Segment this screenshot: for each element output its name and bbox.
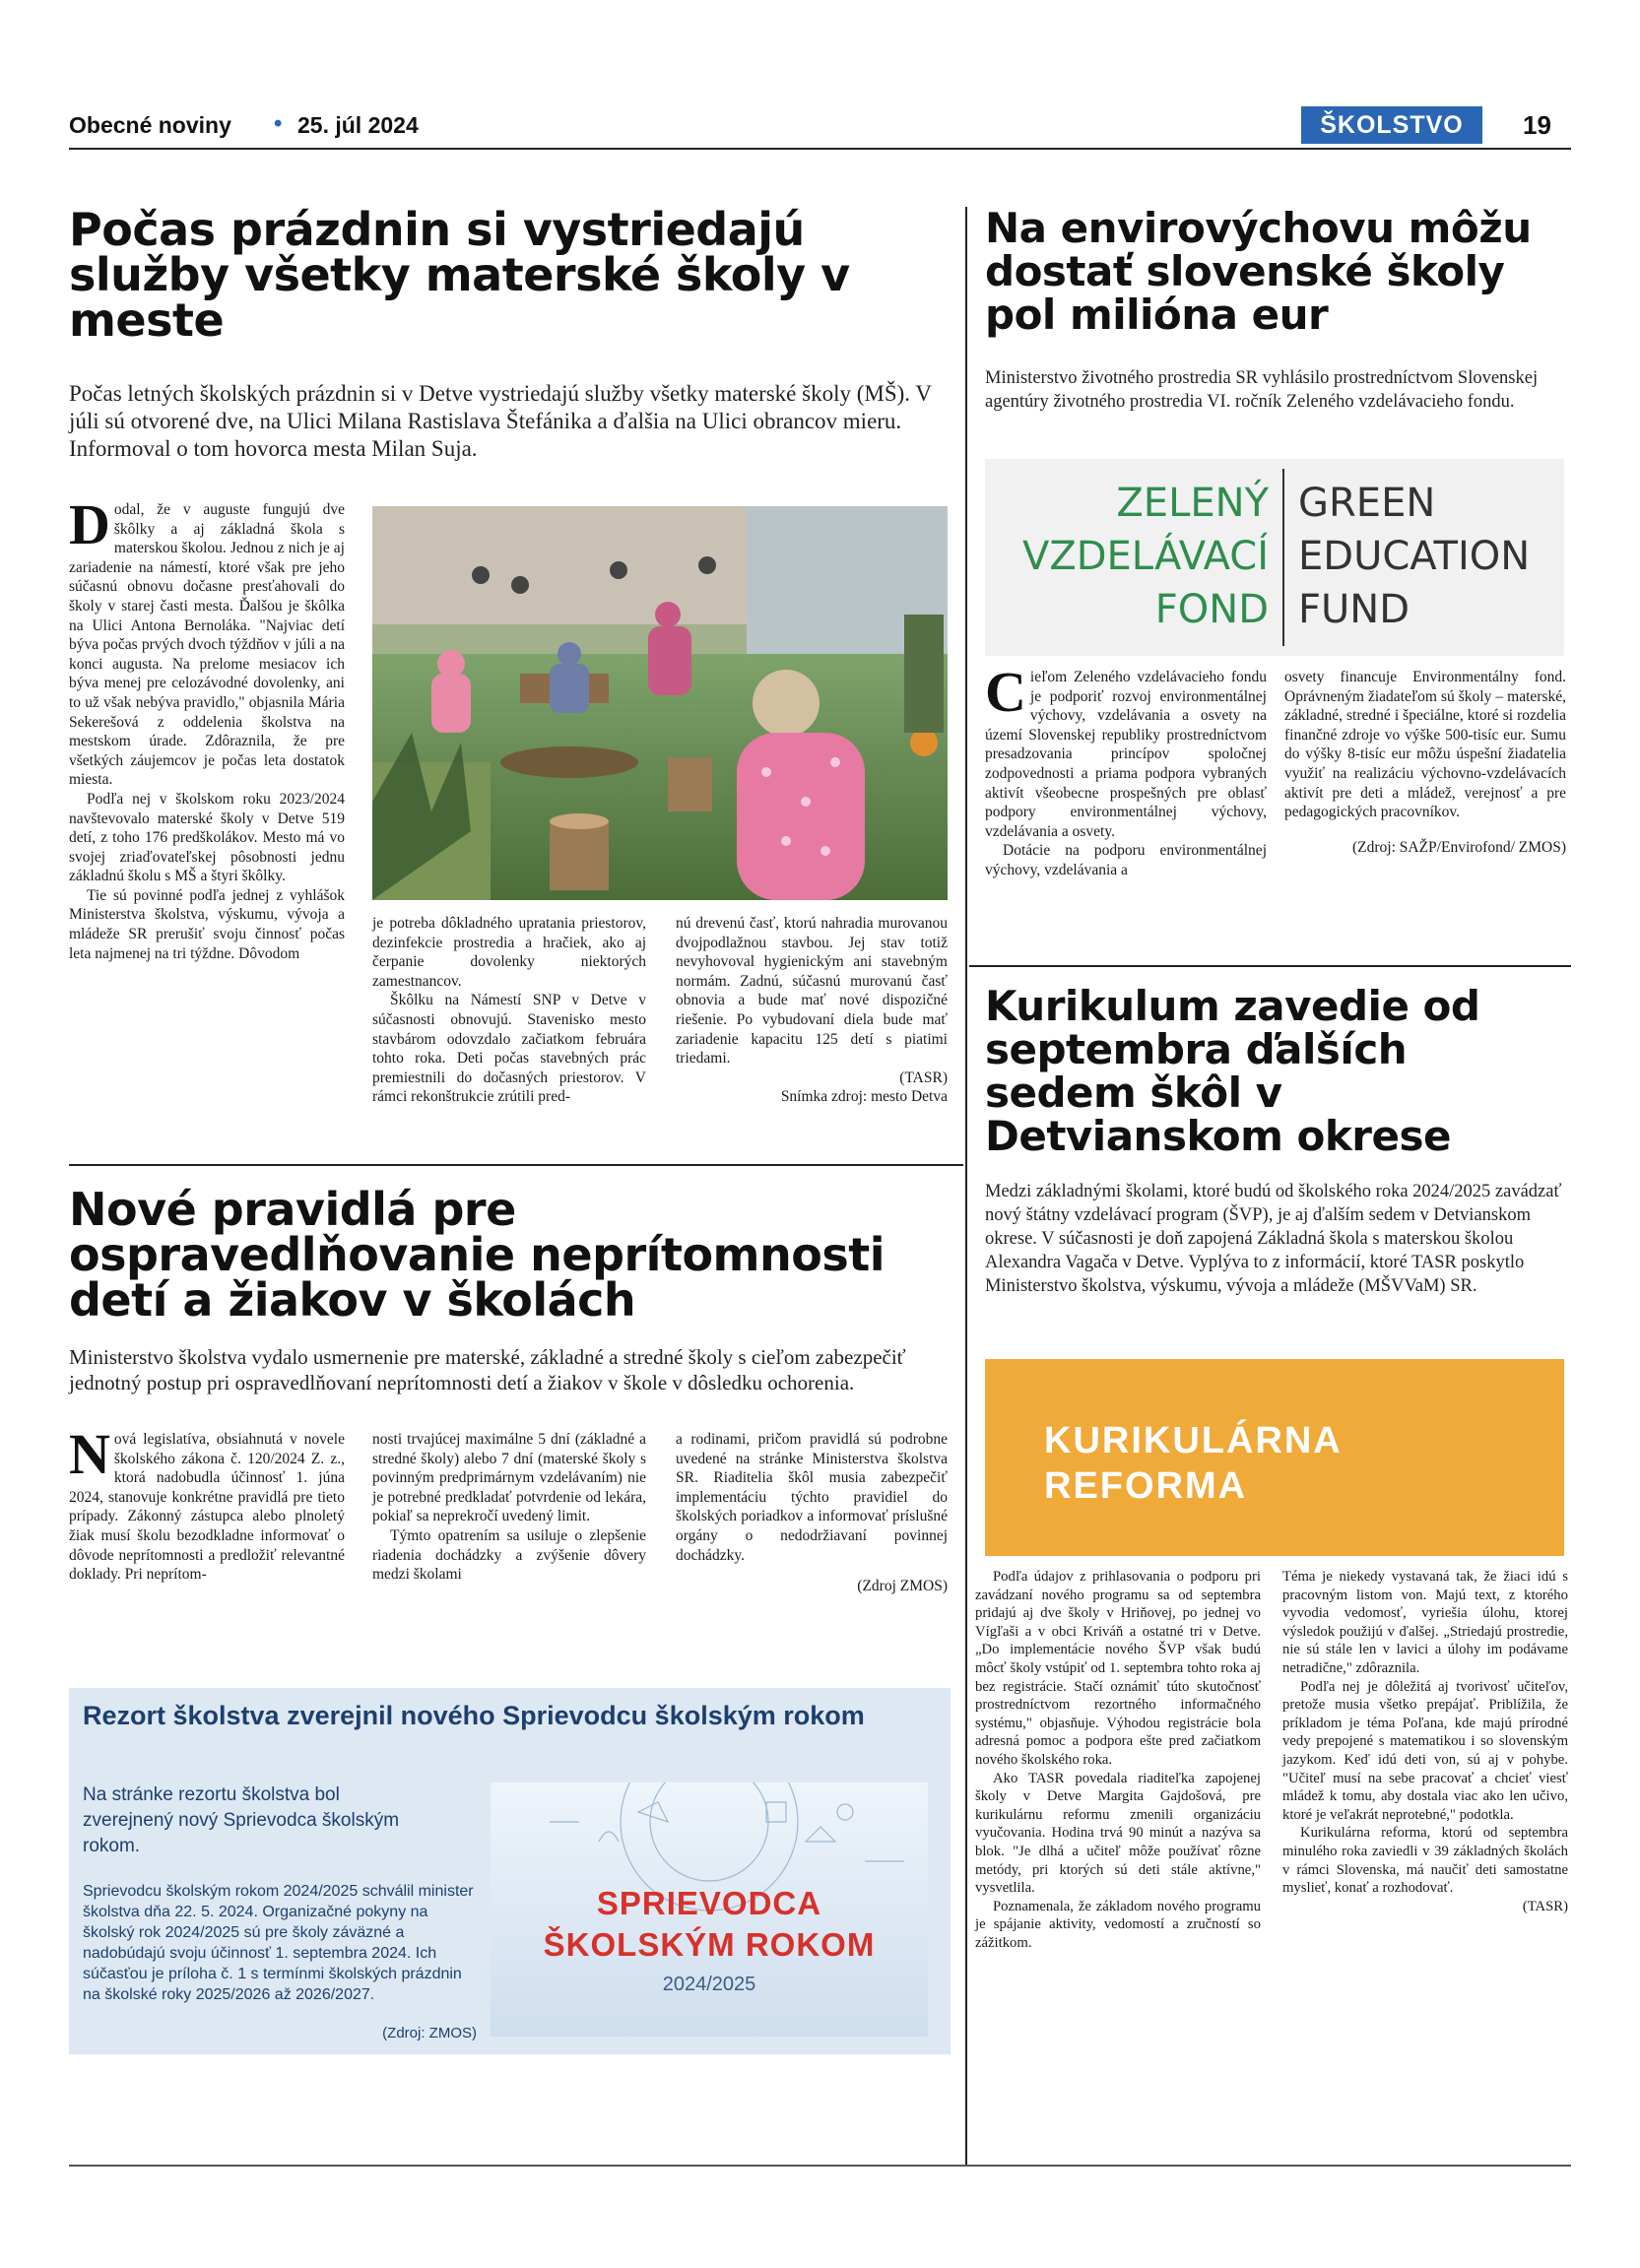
article2-source: (Zdroj ZMOS) [857,1578,948,1595]
header-rule [69,148,1571,150]
guide-title-line2: ŠKOLSKÝM ROKOM [543,1926,876,1963]
article2-col2-p1: nosti trvajúcej maximálne 5 dní (základné a stredné školy) alebo 7 dní (materské školy s povinným predprimárnym vzdelávaním) nie je potrebné predkladať potvrdenie od lekára, pokiaľ sa neprekročí uvedený limit. [372,1431,646,1525]
page-bottom-rule [69,2165,1571,2167]
article4-column-2 [1282,1568,1568,1915]
logo-english-text [1298,477,1564,636]
article1-col2-p1: je potreba dôkladného upratania priestorov, dezinfekcie prostredia a hračiek, ako aj čerpanie dovolenky niektorých zamestnancov. [372,915,646,990]
page-number: 19 [1523,110,1551,140]
article1-bottom-rule [69,1164,963,1166]
box-intro: Na stránke rezortu školstva bol zverejnený nový Sprievodca školským rokom. [83,1784,400,1856]
article3-column-1 [985,660,1267,880]
article1-headline: Počas prázdnin si vystriedajú služby všetky materské školy v meste [69,203,850,347]
box-headline: Rezort školstva zverejnil nového Sprievodcu školským rokom [83,1701,865,1730]
article1-column-2 [372,914,646,1107]
article4-col1-p1: Podľa údajov z prihlasovania o podporu pri zavádzaní nového programu sa od septembra pridajú aj dve školy v Hriňovej, po jednej vo Vígľaši a v obci Kriváň a ostatné tri v Detve. „Do implementácie nového ŠVP však budú môcť školy vstúpiť od 1. septembra tohto roka aj bez registrácie. Stačí oznámiť túto skutočnosť prostredníctvom rezortného informačného systému," objasňuje. Výhodou registrácie bola adresná pomoc a podpora ešte pred začiatkom nového školského roka. [975,1569,1261,1768]
guide-info-box [69,1688,951,2054]
article4-col1-p2: Ako TASR povedala riaditeľka zapojenej školy v Detve Margita Gajdošová, pre kurikulárnu reformu zmenili organizáciu vyučovania. Hodina trvá 90 minút a nazýva sa blok. "Je dlhá a učiteľ môže používať rôzne metódy, pri ktorých sú deti stále aktívne," vysvetlila. [975,1770,1261,1897]
kindergarten-photo-image [372,506,948,900]
article3-bottom-rule [969,965,1571,967]
green-education-fund-logo [985,459,1564,656]
article4-lead: Medzi základnými školami, ktoré budú od školského roka 2024/2025 zavádzať nový štátny vzdelávací program (ŠVP), je aj ďalším sedem v Detvianskom okrese. V súčasnosti je doň zapojená Základná škola s materskou školou Alexandra Vagača v Detve. Vyplýva to z informácií, ktoré TASR poskytlo Ministerstvo školstva, výskumu, vývoja a mládeže (MŠVVaM) SR. [985,1182,1562,1296]
article1-col1-p2: Podľa nej v školskom roku 2023/2024 navštevovalo materské školy v Detve 519 detí, z toho 176 predškolákov. Mesto má vo svojej zriaďovateľskej pôsobnosti jednu základnú školu s MŠ a štyri škôlky. [69,790,345,885]
logo-right-line2: EDUCATION [1298,534,1531,579]
article1-lead: Počas letných školských prázdnin si v Detve vystriedajú služby všetky materské školy (MŠ). V júli sú otvorené dve, na Ulici Milana Rastislava Štefánika a ďalšia na Ulici obrancov mieru. Informoval o tom hovorca mesta Milan Suja. [69,381,932,461]
article1-source: (TASR) [899,1069,948,1086]
article2-column-1 [69,1422,345,1585]
banner-line2: REFORMA [1044,1465,1248,1507]
kindergarten-photo [372,506,948,900]
article4-col1-p3: Poznamenala, že základom nového programu je spájanie aktivity, vedomostí a zručností so zážitkom. [975,1898,1261,1951]
drop-cap: N [69,1422,110,1486]
article1-column-1 [69,492,345,963]
article3-headline: Na envirovýchovu môžu dostať slovenské školy pol milióna eur [985,204,1532,339]
article1-col3-p1: nú drevenú časť, ktorú nahradia murovanou dvojpodlažnou stavbou. Jej stav totiž nevyhovoval hygienickým ani stavebným normám. Zadnú, súčasnú murovanú časť obnovia a bude mať nové dispozičné riešenie. Po vybudovaní diela bude mať zariadenie kapacitu 125 detí s piatimi triedami. [676,915,948,1068]
article1-col1-p3: Tie sú povinné podľa jednej z vyhlášok Ministerstva školstva, výskumu, vývoja a mládeže SR prerušiť svoju činnosť počas leta najmenej na tri týždne. Dôvodom [69,886,345,962]
article3-col1-p1: ieľom Zeleného vzdelávacieho fondu je podporiť rozvoj environmentálnej výchovy, vzdelávania a osvety na území Slovenskej republiky prostredníctvom presadzovania princípov spoločnej zodpovednosti a priama podpora vybraných aktivít všeobecne prospešných pre oblasť podpory environmentálnej výchovy, vzdelávania a osvety. [985,669,1267,840]
section-label: ŠKOLSTVO [1301,106,1482,144]
drop-cap: D [69,492,110,556]
article3-lead: Ministerstvo životného prostredia SR vyhlásilo prostredníctvom Slovenskej agentúry životného prostredia VI. ročník Zeleného vzdelávacieho fondu. [985,368,1539,412]
article2-column-3 [676,1430,948,1596]
article2-col2-p2: Týmto opatrením sa usiluje o zlepšenie riadenia dochádzky a zvýšenie dôvery medzi školami [372,1526,646,1584]
article4-headline: Kurikulum zavedie od septembra ďalších sedem škôl v Detvianskom okrese [985,982,1480,1160]
guide-year: 2024/2025 [662,1974,756,1995]
article3-col1-p2: Dotácie na podporu environmentálnej výchovy, vzdelávania a [985,842,1267,878]
logo-right-line1: GREEN [1298,481,1436,526]
article3-column-2 [1284,668,1566,857]
article4-col2-p2: Podľa nej je dôležitá aj tvorivosť učiteľov, pretože musia všetko prepájať. Priblížila, že príkladom je téma Poľana, kde majú prírodné vedy prepojené s matematikou i so slovenským jazykom. Keď idú deti von, sú aj v pohybe. "Učiteľ musí na sebe pracovať a chcieť viesť mládež k tomu, aby dostala viac ako len učivo, ktoré je veľakrát neprotebné," podotkla. [1282,1678,1568,1823]
logo-right-line3: FUND [1298,587,1410,632]
article2-column-2 [372,1430,646,1585]
logo-left-line2: VZDELÁVACÍ [1021,534,1269,579]
article1-column-3 [676,914,948,1107]
article1-col2-p2: Škôlku na Námestí SNP v Detve v súčasnosti obnovujú. Stavenisko mesto stavbárom odovzdalo začiatkom februára tohto roka. Deti počas stavebných prác premiestnili do dočasných priestorov. V rámci rekonštrukcie zrútili pred- [372,992,646,1106]
header-bullet: • [274,110,283,137]
logo-left-line1: ZELENÝ [1116,481,1269,526]
column-divider [965,207,967,2167]
guide-title-line1: SPRIEVODCA [596,1885,822,1921]
logo-left-line3: FOND [1154,587,1269,632]
article4-col2-p3: Kurikulárna reforma, ktorú od septembra minulého roka zaviedli v 39 základných školách v rámci Slovenska, má naučiť deti samostatne myslieť, konať a rozhodovať. [1282,1825,1568,1897]
publication-name: Obecné noviny [69,112,231,138]
drop-cap: C [985,660,1026,724]
logo-slovak-text [985,477,1269,636]
photo-credit: Snímka zdroj: mesto Detva [780,1088,948,1106]
page-header [69,110,1571,146]
article4-source: (TASR) [1522,1898,1568,1914]
article2-headline: Nové pravidlá pre ospravedlňovanie neprítomnosti detí a žiakov v školách [69,1183,885,1327]
article3-col2: osvety financuje Environmentálny fond. Oprávneným žiadateľom sú školy – materské, základné, stredné i špeciálne, ktoré si rozdelia finančné zdroje vo výške 500-tisíc eur. Sumu do výšky 8-tisíc eur môžu úspešní žiadatelia využiť na realizáciu výchovno-vzdelávacích aktivít pre deti a mládež, verejnosť a pre pedagogických pracovníkov. [1284,669,1566,821]
article2-lead: Ministerstvo školstva vydalo usmernenie pre materské, základné a stredné školy s cieľom zabezpečiť jednotný postup pri ospravedlňovaní neprítomnosti detí a žiakov v škole v dôsledku ochorenia. [69,1345,906,1394]
banner-line1: KURIKULÁRNA [1044,1420,1343,1461]
article2-col3: a rodinami, pričom pravidlá sú podrobne uvedené na stránke Ministerstva školstva SR. Riaditelia škôl musia zabezpečiť implementáciu týchto pravidiel do školských poriadkov a informovať príslušné orgány o nedodržiavaní povinnej dochádzky. [676,1431,948,1564]
article4-col2-p1: Téma je niekedy vystavaná tak, že žiaci idú s pracovným listom von. Majú text, z ktorého vyvodia vedomosť, vyriešia úlohu, ktorej výsledok použijú v ďalšej. „Striedajú prostredie, nie sú stále len v lavici a úlohy im podávame netradične," zdôraznila. [1282,1569,1568,1676]
article1-col1-p1: odal, že v auguste fungujú dve škôlky a aj základná škola s materskou školou. Jednou z nich je aj zariadenie na námestí, ktoré však pre jeho súčasnú obnovu dočasne presťahovali do školy v starej časti mesta. Ďalšou je škôlka na Ulici Antona Bernoláka. "Najviac detí býva počas prvých dvoch týždňov v júli a na konci augusta. Na prelome mesiacov ich býva menej pre celozávodné dovolenky, ani to už však nebýva pravidlo," objasnila Mária Sekerešová z oddelenia školstva na mestskom úrade. Zdôraznila, že pre všetkých záujemcov je počas leta dostatok miesta. [69,501,345,789]
logo-divider [1282,469,1284,646]
article3-source: (Zdroj: SAŽP/Envirofond/ ZMOS) [1352,838,1566,856]
article4-column-1 [975,1568,1261,1952]
curricular-reform-banner [985,1359,1564,1556]
box-body: Sprievodcu školským rokom 2024/2025 schválil minister školstva dňa 22. 5. 2024. Organizačné pokyny na školský rok 2024/2025 sú pre školy záväzné a nadobúdajú svoju účinnosť 1. septembra 2024. Ich súčasťou je príloha č. 1 s termínmi školských prázdnin na školské roky 2025/2026 až 2026/2027. [83,1883,474,2003]
article2-col1: ová legislatíva, obsiahnutá v novele školského zákona č. 120/2024 Z. z., ktorá nadobudla účinnosť 1. júna 2024, stanovuje konkrétne pravidlá pre tieto prípady. Zákonný zástupca alebo plnoletý žiak musí školu bezodkladne informovať o dôvode neprítomnosti a predložiť relevantné doklady. Pri neprítom- [69,1431,345,1584]
guide-cover-image [491,1782,928,2037]
box-source: (Zdroj: ZMOS) [382,2025,477,2041]
issue-date: 25. júl 2024 [297,112,419,138]
